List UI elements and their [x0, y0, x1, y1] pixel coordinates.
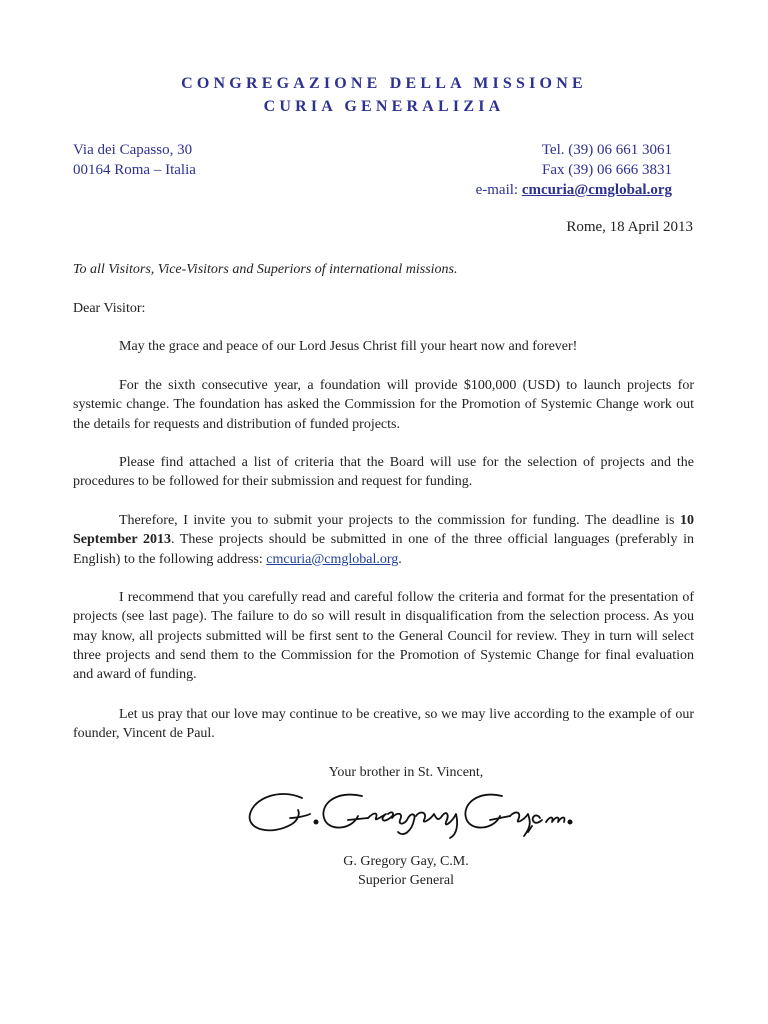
letterhead-contact: [476, 140, 672, 200]
contact-email: [476, 180, 672, 200]
signatory-title: Superior General: [357, 873, 455, 888]
letter-date: Rome, 18 April 2013: [566, 219, 693, 235]
deadline-text-after: . These projects should be submitted in one of the three official languages (preferably in English) to the following address:: [73, 532, 694, 567]
paragraph-recommendation: I recommend that you carefully read and careful follow the criteria and format for the presentation of projects (see last page). The failure to do so will result in disqualification from the selection process. As you may know, all projects submitted will be first sent to the General Council for review. They in turn will select three projects and send them to the Commission for the Promotion of Systemic Change for final evaluation and award of funding.: [73, 590, 694, 683]
signatory-name: G. Gregory Gay, C.M.: [343, 854, 469, 869]
letterhead-title: CONGREGAZIONE DELLA MISSIONE: [181, 75, 587, 92]
email-label: e-mail:: [475, 182, 522, 198]
handwritten-signature: [240, 782, 580, 844]
address-city: 00164 Roma – Italia: [73, 162, 196, 178]
letterhead-subtitle: CURIA GENERALIZIA: [263, 98, 505, 115]
email-link[interactable]: cmcuria@cmglobal.org: [521, 182, 672, 198]
closing-line: Your brother in St. Vincent,: [328, 765, 484, 780]
deadline-text-end: .: [398, 551, 402, 567]
addressee-line: To all Visitors, Vice-Visitors and Superiors of international missions.: [73, 262, 458, 277]
paragraph-foundation: For the sixth consecutive year, a foundation will provide $100,000 (USD) to launch projects for systemic change. The foundation has asked the Commission for the Promotion of Systemic Change work out the details for requests and distribution of funded projects.: [73, 378, 694, 432]
paragraph-criteria: Please find attached a list of criteria that the Board will use for the selection of projects and the procedures to be followed for their submission and request for funding.: [73, 455, 694, 490]
submission-email-link[interactable]: cmcuria@cmglobal.org: [266, 551, 399, 567]
deadline-text-before: Therefore, I invite you to submit your projects to the commission for funding. The deadline is: [119, 513, 680, 528]
greeting: Dear Visitor:: [73, 301, 146, 316]
contact-fax: Fax (39) 06 666 3831: [542, 162, 672, 178]
paragraph-prayer: Let us pray that our love may continue to be creative, so we may live according to the example of our founder, Vincent de Paul.: [73, 707, 694, 742]
deadline-date: 10 September 2013: [73, 513, 694, 548]
contact-tel: Tel. (39) 06 661 3061: [541, 142, 672, 158]
paragraph-blessing: May the grace and peace of our Lord Jesus Christ fill your heart now and forever!: [119, 339, 578, 354]
letterhead-address: [73, 140, 196, 180]
paragraph-deadline: [73, 511, 694, 569]
address-street: Via dei Capasso, 30: [73, 142, 193, 158]
